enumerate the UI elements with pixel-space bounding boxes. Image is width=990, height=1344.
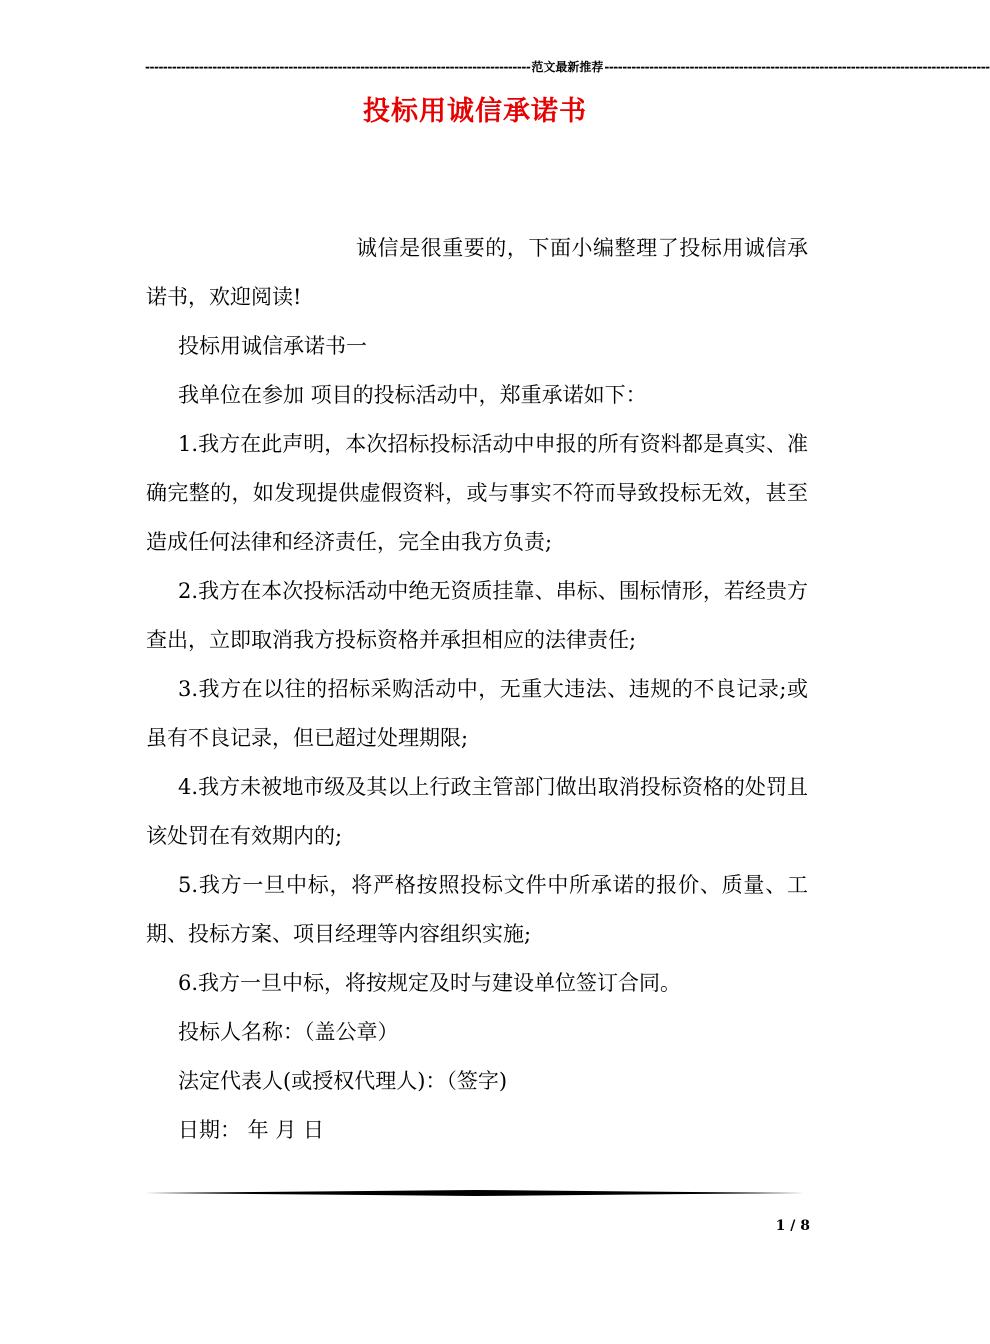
- header-label: 范文最新推荐: [531, 60, 604, 74]
- bidder-name-line: 投标人名称：（盖公章）: [178, 1020, 399, 1044]
- header-right-dashes: --------------------------------------------------------------------------------------: [604, 60, 990, 74]
- commitment-item-5: 5.我方一旦中标，将严格按照投标文件中所承诺的报价、质量、工期、投标方案、项目经理等内容组织实施;: [146, 873, 808, 946]
- section-heading: 投标用诚信承诺书一: [178, 334, 367, 358]
- intro-paragraph: 诚信是很重要的，下面小编整理了投标用诚信承诺书，欢迎阅读!: [146, 236, 808, 309]
- document-title: 投标用诚信承诺书: [363, 96, 587, 127]
- page-number: 1 / 8: [775, 1218, 810, 1234]
- date-line: 日期： 年 月 日: [178, 1118, 325, 1142]
- commitment-intro: 我单位在参加 项目的投标活动中，郑重承诺如下：: [178, 383, 647, 407]
- footer-rule: [145, 1190, 805, 1196]
- header-left-dashes: --------------------------------------------------------------------------------------: [145, 60, 531, 74]
- commitment-item-3: 3.我方在以往的招标采购活动中，无重大违法、违规的不良记录;或虽有不良记录，但已超过处理期限;: [146, 677, 808, 750]
- commitment-item-6: 6.我方一旦中标，将按规定及时与建设单位签订合同。: [178, 971, 682, 995]
- document-body: [146, 224, 808, 1155]
- commitment-item-4: 4.我方未被地市级及其以上行政主管部门做出取消投标资格的处罚且该处罚在有效期内的;: [146, 775, 808, 848]
- commitment-item-1: 1.我方在此声明，本次招标投标活动中申报的所有资料都是真实、准确完整的，如发现提供虚假资料，或与事实不符而导致投标无效，甚至造成任何法律和经济责任，完全由我方负责;: [146, 432, 808, 554]
- commitment-item-2: 2.我方在本次投标活动中绝无资质挂靠、串标、围标情形，若经贵方查出，立即取消我方投标资格并承担相应的法律责任;: [146, 579, 808, 652]
- legal-representative-line: 法定代表人(或授权代理人)：（签字): [178, 1069, 508, 1093]
- page-header: [145, 59, 990, 75]
